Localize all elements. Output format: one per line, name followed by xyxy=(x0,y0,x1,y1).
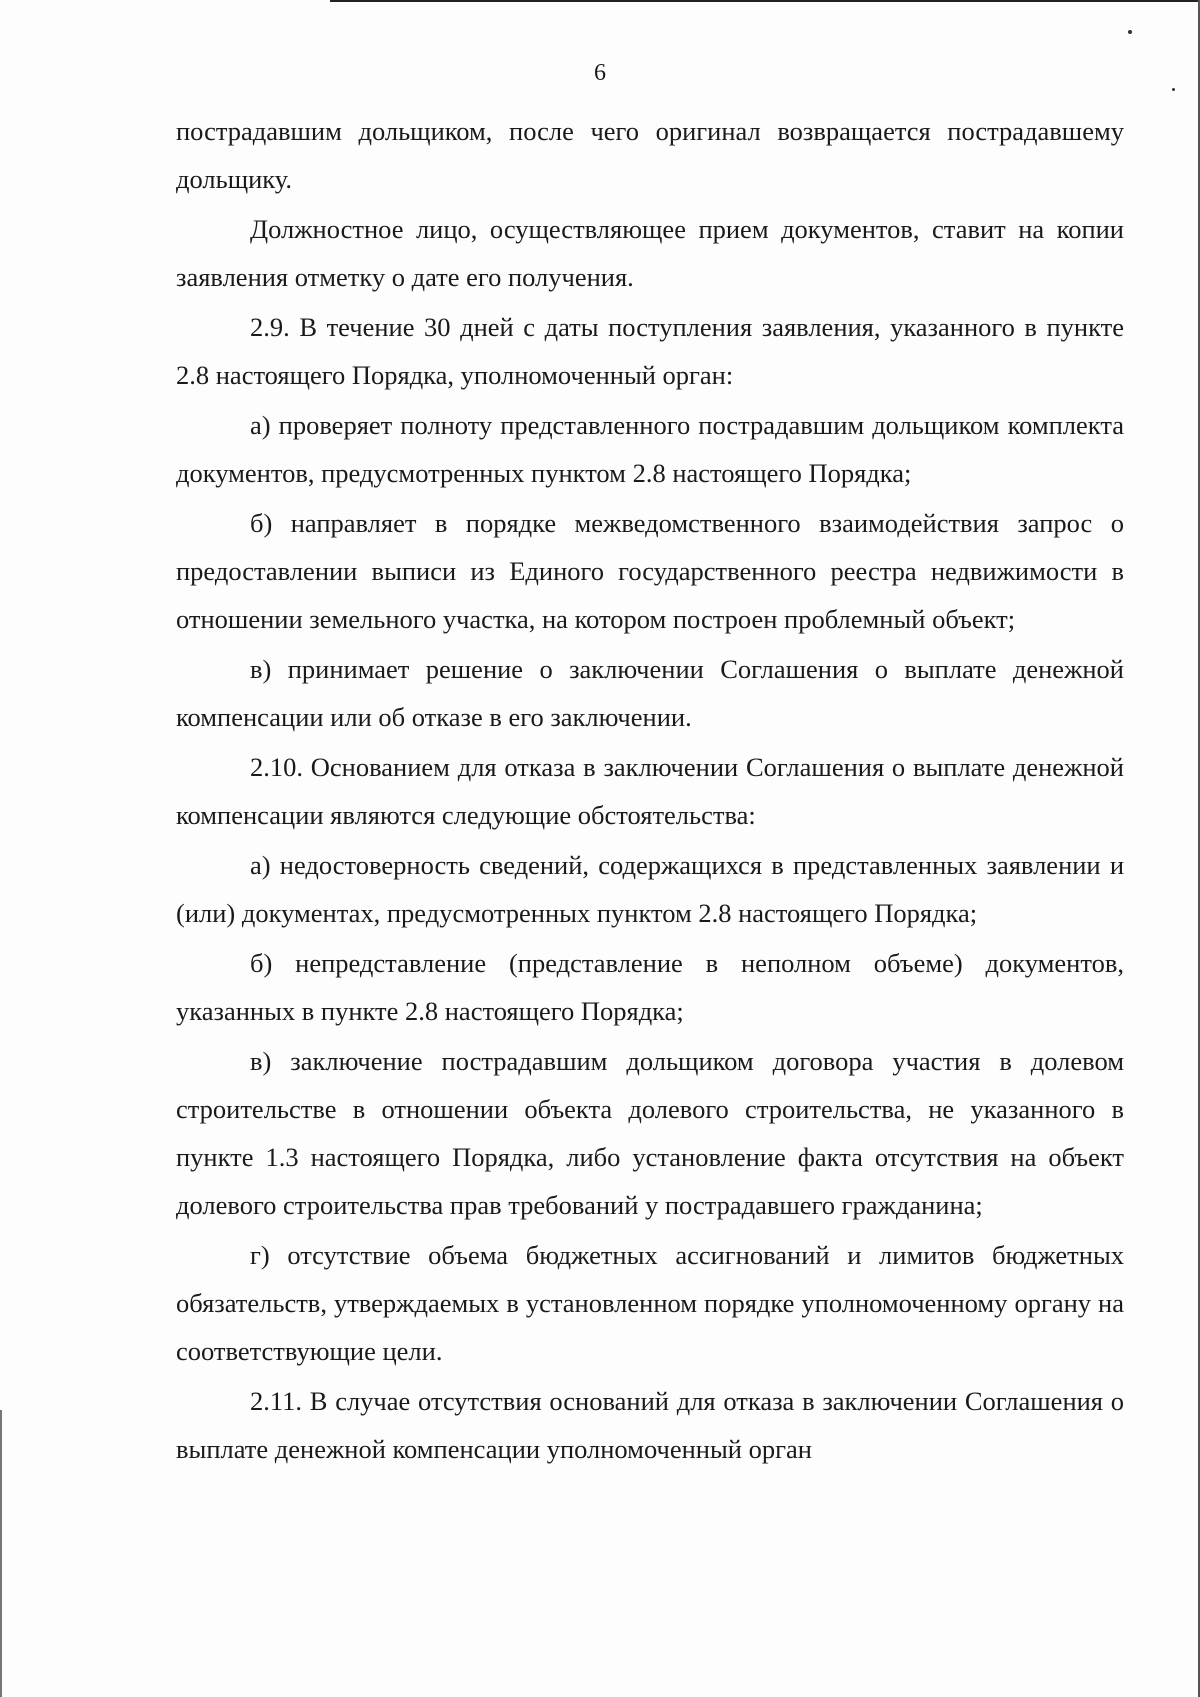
paragraph: г) отсутствие объема бюджетных ассигнований и лимитов бюджетных обязательств, утверждаемых в установленном порядке уполномоченному органу на соответствующие цели. xyxy=(176,1240,1124,1366)
scan-speck xyxy=(1172,88,1175,91)
document-body xyxy=(176,107,1124,1475)
paragraph: 2.10. Основанием для отказа в заключении Соглашения о выплате денежной компенсации являются следующие обстоятельства: xyxy=(176,752,1124,830)
scan-edge-left xyxy=(0,1410,2,1697)
page-number: 6 xyxy=(594,60,606,86)
scan-speck xyxy=(1128,30,1132,34)
paragraph: а) проверяет полноту представленного пострадавшим дольщиком комплекта документов, предусмотренных пунктом 2.8 настоящего Порядка; xyxy=(176,410,1124,488)
paragraph: а) недостоверность сведений, содержащихся в представленных заявлении и (или) документах, предусмотренных пунктом 2.8 настоящего Порядка; xyxy=(176,850,1124,928)
paragraph: в) заключение пострадавшим дольщиком договора участия в долевом строительстве в отношении объекта долевого строительства, не указанного в пункте 1.3 настоящего Порядка, либо установление факта отсутствия на объект долевого строительства прав требований у пострадавшего гражданина; xyxy=(176,1046,1124,1220)
scan-edge-top xyxy=(330,0,1200,2)
paragraph: б) непредставление (представление в неполном объеме) документов, указанных в пункте 2.8 настоящего Порядка; xyxy=(176,948,1124,1026)
paragraph: б) направляет в порядке межведомственного взаимодействия запрос о предоставлении выписи из Единого государственного реестра недвижимости в отношении земельного участка, на котором построен проблемный объект; xyxy=(176,508,1124,634)
paragraph: в) принимает решение о заключении Соглашения о выплате денежной компенсации или об отказе в его заключении. xyxy=(176,654,1124,732)
paragraph: пострадавшим дольщиком, после чего оригинал возвращается пострадавшему дольщику. xyxy=(176,116,1124,194)
paragraph: 2.11. В случае отсутствия оснований для отказа в заключении Соглашения о выплате денежной компенсации уполномоченный орган xyxy=(176,1386,1124,1464)
paragraph: Должностное лицо, осуществляющее прием документов, ставит на копии заявления отметку о дате его получения. xyxy=(176,214,1124,292)
paragraph: 2.9. В течение 30 дней с даты поступления заявления, указанного в пункте 2.8 настоящего Порядка, уполномоченный орган: xyxy=(176,312,1124,390)
